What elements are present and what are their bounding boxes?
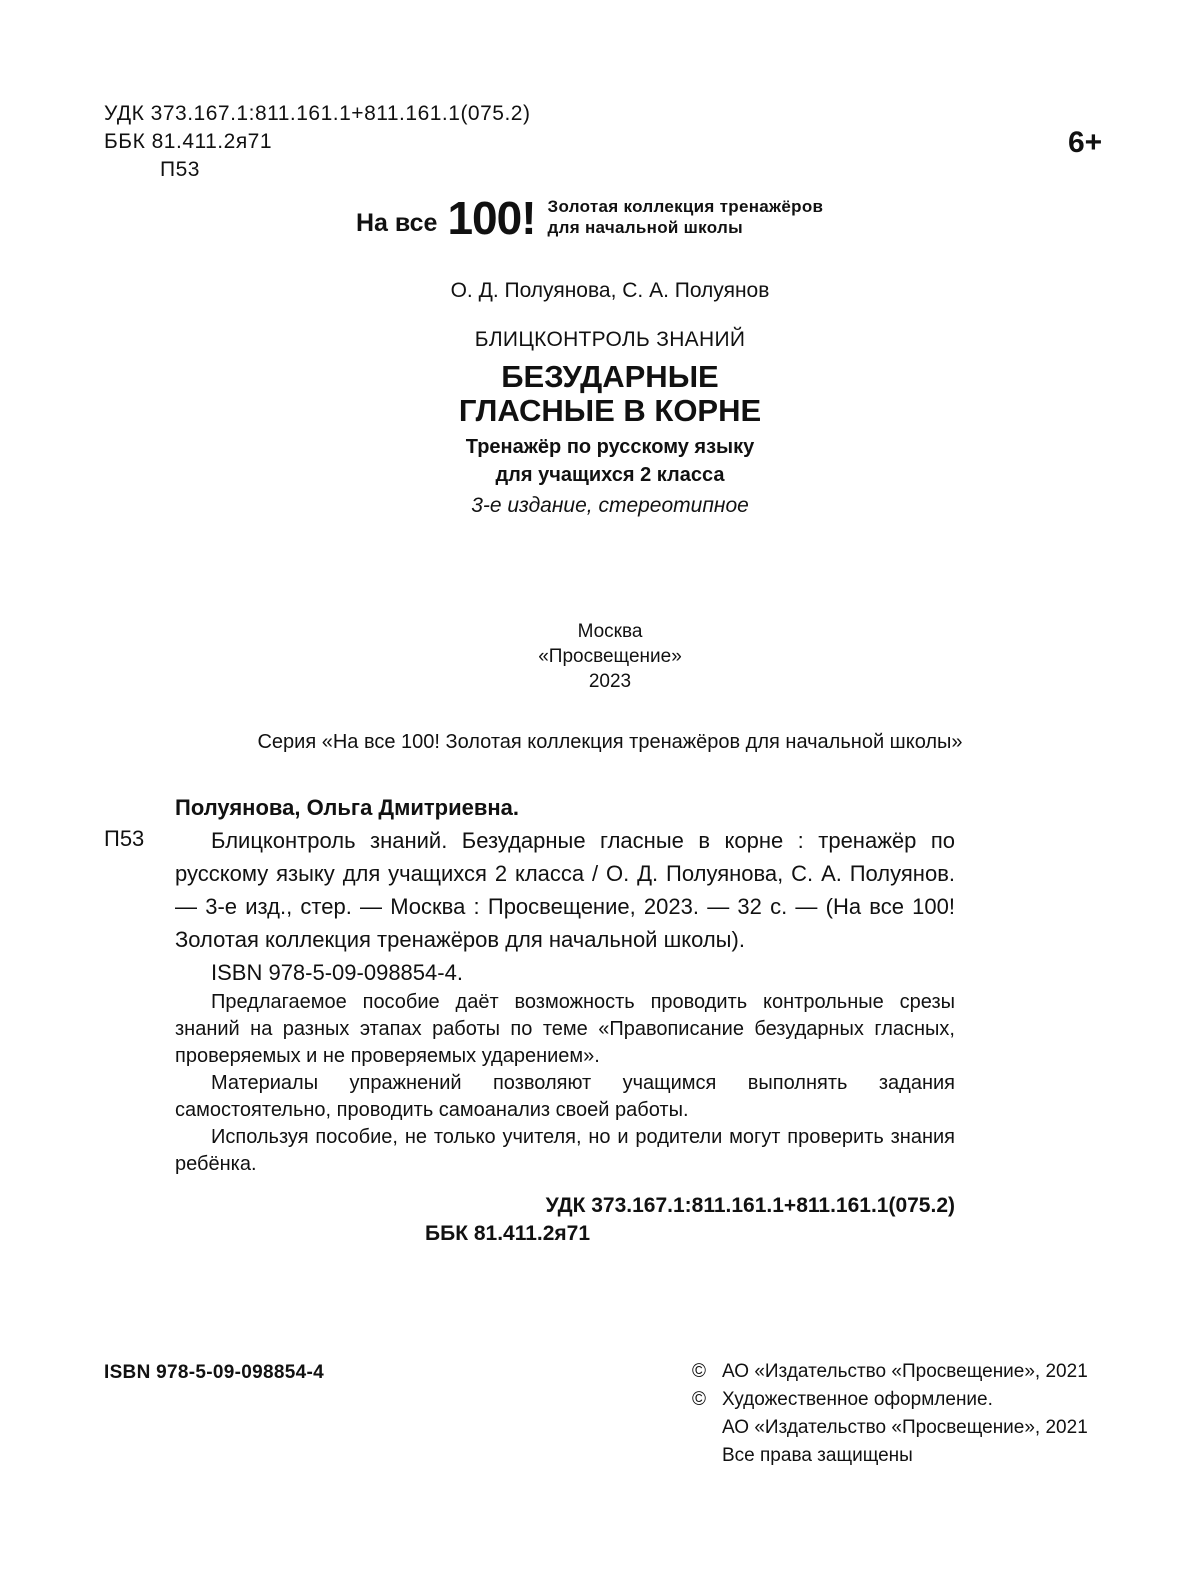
subtitle-line2: для учащихся 2 класса [495, 464, 725, 486]
rights-reserved: Все права защищены [722, 1445, 913, 1466]
biblio-udk: УДК 373.167.1:811.161.1+811.161.1(075.2) [545, 1194, 955, 1217]
subtitle-line1: Тренажёр по русскому языку [465, 436, 755, 458]
isbn-footer: ISBN 978-5-09-098854-4 [104, 1362, 324, 1383]
biblio-annotation-3: Используя пособие, не только учителя, но и родители могут проверить знания ребёнка. [175, 1126, 955, 1175]
edition: 3-е издание, стереотипное [471, 494, 749, 517]
series-logo-tagline [548, 196, 824, 238]
series-line: Серия «На все 100! Золотая коллекция тренажёров для начальной школы» [257, 731, 963, 753]
imprint-city: Москва [577, 621, 643, 642]
imprint-year: 2023 [588, 671, 632, 692]
copyright-2a: Художественное оформление. [722, 1389, 993, 1410]
age-rating: 6+ [1068, 126, 1103, 159]
series-logo-line2: для начальной школы [547, 218, 743, 237]
series-logo-line1: Золотая коллекция тренажёров [547, 197, 824, 216]
series-logo [356, 192, 824, 244]
copyright-1: АО «Издательство «Просвещение», 2021 [722, 1361, 1088, 1382]
bbk-header: ББК 81.411.2я71 [104, 130, 273, 153]
biblio-author: Полуянова, Ольга Дмитриевна. [175, 795, 520, 820]
kicker: БЛИЦКОНТРОЛЬ ЗНАНИЙ [474, 328, 746, 351]
series-logo-part1: На все [356, 209, 438, 237]
imprint-publisher: «Просвещение» [538, 646, 682, 667]
biblio-code: П53 [104, 826, 145, 851]
biblio-bbk: ББК 81.411.2я71 [425, 1222, 591, 1245]
copyright-2b: АО «Издательство «Просвещение», 2021 [722, 1417, 1088, 1438]
biblio-annotation-1: Предлагаемое пособие даёт возможность проводить контрольные срезы знаний на разных этапах работы по теме «Правописание безударных гласных, проверяемых и не проверяемых ударением». [175, 991, 955, 1067]
title-line1: БЕЗУДАРНЫЕ [501, 359, 719, 394]
udk-header: УДК 373.167.1:811.161.1+811.161.1(075.2) [104, 102, 531, 125]
biblio-annotation-2: Материалы упражнений позволяют учащимся выполнять задания самостоятельно, проводить самоанализ своей работы. [175, 1072, 955, 1121]
copyright-icon: © [692, 1389, 706, 1410]
copyright-block [692, 1358, 1088, 1470]
series-logo-100: 100! [447, 192, 536, 244]
copyright-icon: © [692, 1361, 706, 1382]
biblio-record [175, 791, 955, 1248]
biblio-isbn: ISBN 978-5-09-098854-4. [211, 960, 463, 985]
author-code-header: П53 [160, 158, 200, 181]
title-line2: ГЛАСНЫЕ В КОРНЕ [458, 393, 762, 428]
biblio-description: Блицконтроль знаний. Безударные гласные в корне : тренажёр по русскому языку для учащихся 2 класса / О. Д. Полуянова, С. А. Полуянов. — 3-е изд., стер. — Москва : Просвещение, 2023. — 32 с. — (На все 100! Золотая коллекция тренажёров для начальной школы). [175, 828, 955, 952]
authors: О. Д. Полуянова, С. А. Полуянов [450, 279, 770, 302]
